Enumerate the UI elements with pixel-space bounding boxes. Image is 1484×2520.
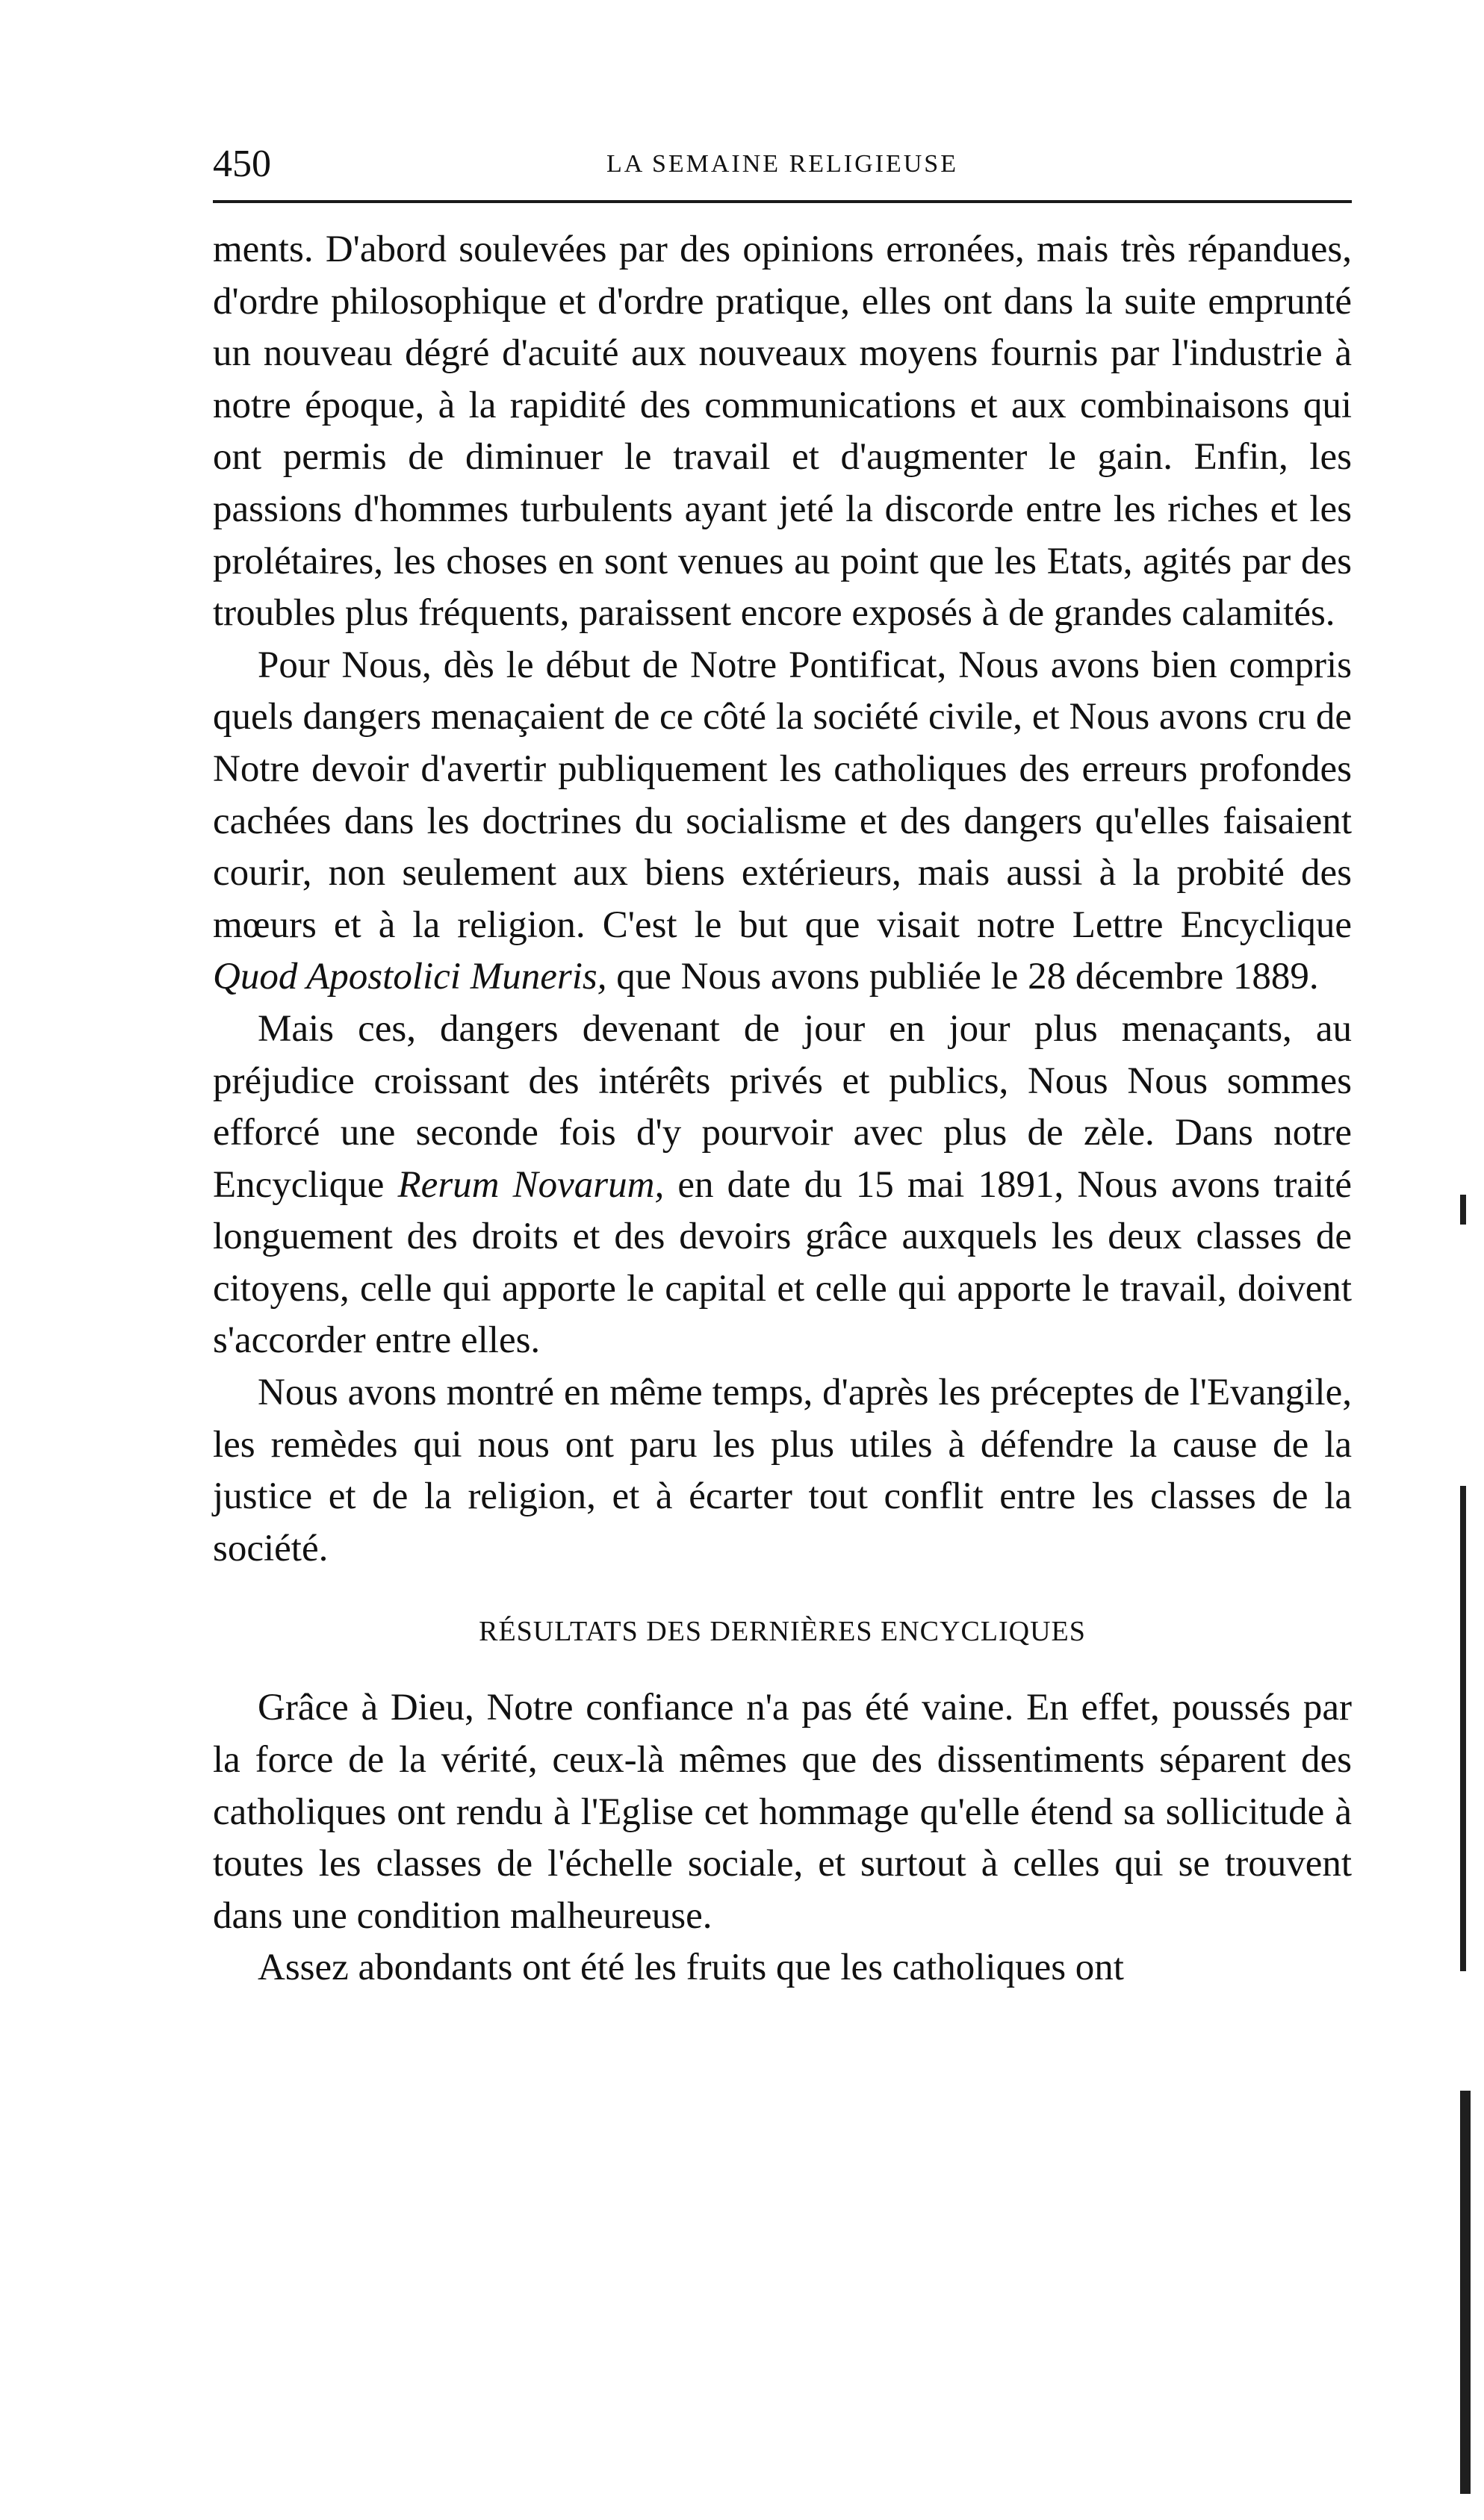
paragraph-4: Nous avons montré en même temps, d'après les préceptes de l'Evangile, les remèdes qui nous ont paru les plus utiles à défendre la cause de la justice et de la religion, et à écarter tout conflit entre les classes de la société. — [213, 1372, 1352, 1569]
page-number: 450 — [213, 143, 271, 185]
paragraph-3-text-start: Mais ces, dangers devenant de jour en jour plus menaçants, au préjudice croissant des intérêts privés et publics, Nous Nous sommes efforcé une seconde fois d'y pourvoir avec plus de zèle. Dans notre Encyclique — [213, 1007, 1352, 1206]
body-text — [213, 224, 1352, 1994]
paragraph-2-text-end: que Nous avons publiée le 28 décembre 1889. — [616, 956, 1319, 998]
paragraph-3 — [213, 1004, 1352, 1367]
paragraph-2 — [213, 640, 1352, 1004]
header-rule — [213, 200, 1352, 203]
running-title: LA SEMAINE RELIGIEUSE — [606, 150, 958, 178]
scan-margin-mark — [1460, 1486, 1466, 1971]
paragraph-1: ments. D'abord soulevées par des opinions erronées, mais très répandues, d'ordre philosophique et d'ordre pratique, elles ont dans la suite emprunté un nouveau dégré d'acuité aux nouveaux moyens fournis par l'industrie à notre époque, à la rapidité des communications et aux combinaisons qui ont permis de diminuer le travail et d'augmenter le gain. Enfin, les passions d'hommes turbulents ayant jeté la discorde entre les riches et les prolétaires, les choses en sont venues au point que les Etats, agités par des troubles plus fréquents, paraissent encore exposés à de grandes calamités. — [213, 228, 1352, 635]
paragraph-6: Assez abondants ont été les fruits que les catholiques ont — [258, 1947, 1124, 1989]
paragraph-5: Grâce à Dieu, Notre confiance n'a pas été vaine. En effet, poussés par la force de la vérité, ceux-là mêmes que des dissentiments séparent des catholiques ont rendu à l'Eglise cet hommage qu'elle étend sa sollicitude à toutes les classes de l'échelle sociale, et surtout à celles qui se trouvent dans une condition malheureuse. — [213, 1687, 1352, 1937]
paragraph-2-text-start: Pour Nous, dès le début de Notre Pontificat, Nous avons bien compris quels dangers menaçaient de ce côté la société civile, et Nous avons cru de Notre devoir d'avertir publiquement les catholiques des erreurs profondes cachées dans les doctrines du socialisme et des dangers qu'elles faisaient courir, non seulement aux biens extérieurs, mais aussi à la probité des mœurs et à la religion. C'est le but que visait notre Lettre Encyclique — [213, 644, 1352, 946]
encyclical-title-rerum-novarum: Rerum Novarum, — [397, 1163, 665, 1206]
scan-margin-mark — [1460, 1195, 1466, 1225]
section-heading: RÉSULTATS DES DERNIÈRES ENCYCLIQUES — [479, 1616, 1086, 1648]
encyclical-title-quod-apostolici: Quod Apostolici Muneris, — [213, 956, 607, 998]
scan-margin-mark — [1460, 2091, 1471, 2494]
page-header — [213, 138, 1352, 190]
paragraph-3-text-end: en date du 15 mai 1891, Nous avons traité longuement des droits et des devoirs grâce auxquels les deux classes de citoyens, celle qui apporte le capital et celle qui apporte le travail, doivent s'accorder entre elles. — [213, 1163, 1352, 1362]
